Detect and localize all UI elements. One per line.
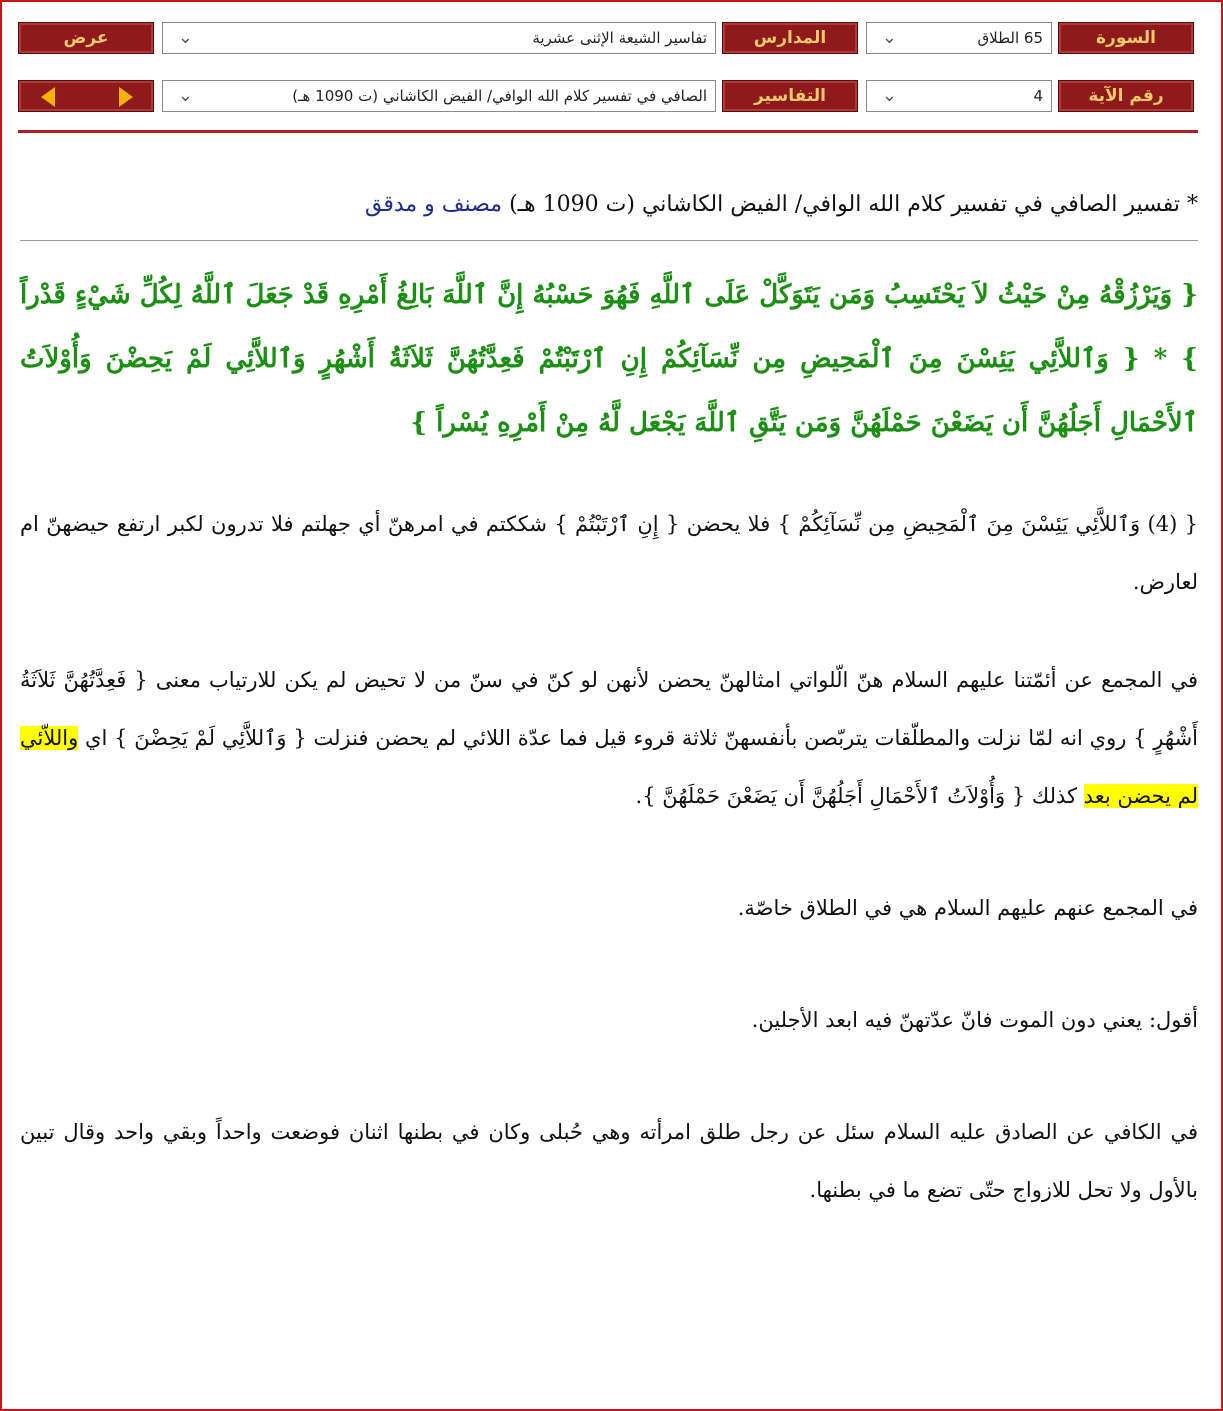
arrow-left-icon — [41, 87, 55, 107]
ayah-label-button[interactable]: رقم الآية — [1058, 80, 1194, 112]
madaris-select-value: تفاسير الشيعة الإثنى عشرية — [532, 29, 707, 47]
tafasir-label-button[interactable]: التفاسير — [722, 80, 858, 112]
tafsir-content — [20, 182, 1198, 1219]
madaris-select[interactable] — [162, 22, 716, 54]
highlighted-text: واللاّئي لم يحضن بعد — [20, 726, 1198, 808]
toolbar — [16, 22, 1196, 122]
quran-verse-text: { وَيَرْزُقْهُ مِنْ حَيْثُ لاَ يَحْتَسِبُ وَمَن يَتَوَكَّلْ عَلَى ٱللَّهِ فَهُوَ حَسْبُهُ إِنَّ ٱللَّهَ بَالِغُ أَمْرِهِ قَدْ جَعَلَ ٱللَّهُ لِكُلِّ شَيْءٍ قَدْراً } * { وَٱللاَّئِي يَئِسْنَ مِنَ ٱلْمَحِيضِ مِن نِّسَآئِكُمْ إِنِ ٱرْتَبْتُمْ فَعِدَّتُهُنَّ ثَلاَثَةُ أَشْهُرٍ وَٱللاَّئِي لَمْ يَحِضْنَ وَأُوْلاَتُ ٱلأَحْمَالِ أَجَلُهُنَّ أَن يَضَعْنَ حَمْلَهُنَّ وَمَن يَتَّقِ ٱللَّهَ يَجْعَل لَّهُ مِنْ أَمْرِهِ يُسْراً } — [20, 280, 1198, 438]
tafsir-paragraph-3: في المجمع عنهم عليهم السلام هي في الطلاق خاصّة. — [737, 896, 1198, 920]
surah-select[interactable] — [866, 22, 1052, 54]
surah-label-button[interactable]: السورة — [1058, 22, 1194, 54]
toolbar-divider — [18, 130, 1198, 133]
surah-select-value: 65 الطلاق — [977, 29, 1043, 47]
madaris-label-button[interactable]: المدارس — [722, 22, 858, 54]
prev-ayah-button[interactable] — [27, 81, 69, 113]
arrow-right-icon — [119, 87, 133, 107]
tafasir-select-value: الصافي في تفسير كلام الله الوافي/ الفيض الكاشاني (ت 1090 هـ) — [292, 87, 707, 105]
chevron-down-icon: ⌄ — [177, 27, 193, 48]
tafsir-paragraph-2 — [20, 651, 1198, 825]
next-ayah-button[interactable] — [105, 81, 147, 113]
tafasir-select[interactable] — [162, 80, 716, 112]
chevron-down-icon: ⌄ — [881, 85, 897, 106]
chevron-down-icon: ⌄ — [177, 85, 193, 106]
book-heading — [20, 190, 1198, 220]
tafsir-paragraph-5: في الكافي عن الصادق عليه السلام سئل عن رجل طلق امرأته وهي حُبلى وكان في بطنها اثنان فوضعت واحداً وبقي واحد وقال تبين بالأول ولا تحل للازواج حتّى تضع ما في بطنها. — [20, 1120, 1198, 1202]
book-title: * تفسير الصافي في تفسير كلام الله الوافي/ الفيض الكاشاني (ت 1090 هـ) — [509, 192, 1198, 217]
ayah-select[interactable] — [866, 80, 1052, 112]
ayah-nav-control — [18, 80, 154, 112]
heading-divider — [20, 240, 1198, 241]
view-button[interactable]: عرض — [18, 22, 154, 54]
para2-text-before: في المجمع عن أئمّتنا عليهم السلام هنّ الّلواتي امثالهنّ يحضن لأنهن لو كنّ في سنّ من لا تحيض لم يكن للارتياب معنى { فَعِدَّتُهُنَّ ثَلاَثَةُ أَشْهُرٍ } روي انه لمّا نزلت والمطلّقات يتربّصن بأنفسهنّ ثلاثة قروء قيل فما عدّة اللائي لم يحضن فنزلت { وَٱللاَّئِي لَمْ يَحِضْنَ } اي — [20, 668, 1198, 750]
chevron-down-icon: ⌄ — [881, 27, 897, 48]
tafsir-paragraph-1: { (4) وَٱللاَّئِي يَئِسْنَ مِنَ ٱلْمَحِيضِ مِن نِّسَآئِكُمْ } فلا يحضن { إِنِ ٱرْتَبْتُمْ } شككتم في امرهنّ أي جهلتم فلا تدرون لكبر ارتفع حيضهنّ ام لعارض. — [20, 512, 1198, 594]
tafsir-paragraph-4: أقول: يعني دون الموت فانّ عدّتهنّ فيه ابعد الأجلين. — [751, 1008, 1198, 1032]
ayah-select-value: 4 — [1033, 87, 1043, 105]
author-link[interactable]: مصنف و مدقق — [364, 192, 503, 217]
para2-text-after: كذلك { وَأُوْلاَتُ ٱلأَحْمَالِ أَجَلُهُنَّ أَن يَضَعْنَ حَمْلَهُنَّ }. — [635, 784, 1084, 808]
